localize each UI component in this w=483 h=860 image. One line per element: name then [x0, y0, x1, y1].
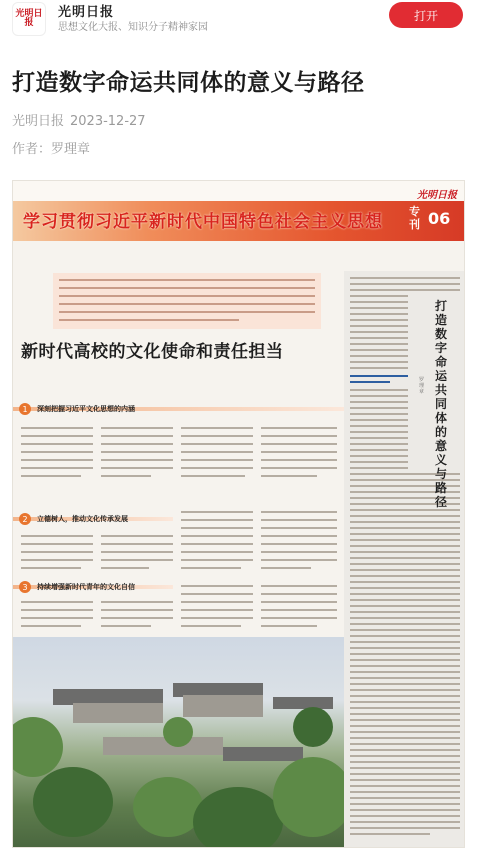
text-line [181, 601, 253, 603]
text-line [181, 451, 253, 453]
text-line [101, 601, 173, 603]
campus-photo [13, 637, 344, 848]
text-line [350, 521, 460, 523]
roof [73, 703, 163, 723]
text-line [261, 467, 337, 469]
text-line [21, 443, 93, 445]
text-line [350, 635, 460, 637]
text-line [21, 427, 93, 429]
text-line [181, 443, 253, 445]
text-line [181, 609, 253, 611]
text-line [261, 543, 337, 545]
text-line [350, 325, 408, 327]
text-line [350, 659, 460, 661]
text-line [350, 407, 408, 409]
masthead-logo: 光明日报 [417, 190, 457, 201]
text-line [350, 581, 460, 583]
text-line [350, 683, 460, 685]
text-line [350, 713, 460, 715]
text-line [350, 827, 460, 829]
main-headline: 新时代高校的文化使命和责任担当 [21, 342, 284, 362]
text-line [261, 511, 337, 513]
text-line [350, 307, 408, 309]
text-line [21, 567, 81, 569]
text-line [350, 641, 460, 643]
text-line [59, 319, 239, 321]
article-author [12, 138, 90, 157]
text-line [21, 467, 93, 469]
text-line [350, 707, 460, 709]
text-line [350, 833, 430, 835]
text-line [21, 617, 93, 619]
text-line [350, 361, 408, 363]
text-line [101, 535, 173, 537]
text-line [350, 289, 460, 291]
text-line [21, 609, 93, 611]
tree [273, 757, 344, 837]
text-line [181, 527, 253, 529]
text-line [261, 585, 337, 587]
text-line [21, 535, 93, 537]
text-line [261, 601, 337, 603]
text-line [181, 459, 253, 461]
text-line [350, 319, 408, 321]
text-line [350, 431, 408, 433]
text-line [350, 533, 460, 535]
app-download-banner [0, 0, 483, 36]
text-line [350, 355, 408, 357]
article-meta [12, 110, 146, 129]
section-title: 持续增强新时代青年的文化自信 [37, 582, 135, 591]
text-line [261, 427, 337, 429]
text-line [350, 419, 408, 421]
text-line [350, 395, 408, 397]
text-line [21, 451, 93, 453]
text-line [350, 689, 460, 691]
text-line [261, 475, 317, 477]
article-title: 打造数字命运共同体的意义与路径 [12, 70, 365, 96]
text-line [350, 767, 460, 769]
text-line [181, 567, 241, 569]
text-line [181, 559, 253, 561]
text-line [261, 535, 337, 537]
text-line [350, 719, 460, 721]
text-line [261, 567, 311, 569]
newspaper-page-image[interactable] [12, 180, 465, 848]
right-column-title: 打造数字命运共同体的意义与路径 [435, 299, 448, 509]
text-line [21, 435, 93, 437]
text-line [350, 563, 460, 565]
article-date: 2023-12-27 [70, 114, 146, 129]
text-line [181, 535, 253, 537]
text-line [350, 545, 460, 547]
text-line [101, 475, 151, 477]
text-line [181, 551, 253, 553]
text-line [21, 559, 93, 561]
text-line [350, 617, 460, 619]
text-line [350, 313, 408, 315]
text-line [21, 459, 93, 461]
text-line [181, 593, 253, 595]
text-line [350, 295, 408, 297]
text-line [350, 425, 408, 427]
page-number: 06 [428, 209, 451, 228]
text-line [350, 797, 460, 799]
text-line [350, 677, 460, 679]
text-line [350, 575, 460, 577]
text-line [350, 743, 460, 745]
text-line [350, 455, 408, 457]
text-line [261, 527, 337, 529]
text-line [350, 599, 460, 601]
text-line [350, 629, 460, 631]
subheading-line [350, 375, 408, 377]
tree [13, 717, 63, 777]
text-line [261, 435, 337, 437]
text-line [350, 695, 460, 697]
tree [33, 767, 113, 837]
text-line [350, 515, 460, 517]
text-line [350, 539, 460, 541]
section-heading [13, 402, 135, 416]
text-line [350, 623, 460, 625]
text-line [261, 593, 337, 595]
text-line [181, 519, 253, 521]
text-line [350, 809, 460, 811]
text-line [350, 443, 408, 445]
text-line [21, 625, 81, 627]
text-line [350, 277, 460, 279]
app-name: 光明日报 [58, 5, 115, 20]
text-line [261, 617, 337, 619]
text-line [350, 773, 460, 775]
tree [193, 787, 283, 848]
author-label: 作者： [12, 142, 52, 157]
text-line [350, 337, 408, 339]
text-line [59, 287, 315, 289]
roof [103, 737, 223, 755]
text-line [350, 331, 408, 333]
text-line [350, 467, 408, 469]
text-line [101, 617, 173, 619]
text-line [350, 803, 460, 805]
text-line [59, 303, 315, 305]
intro-box [53, 273, 321, 329]
roof [223, 747, 303, 761]
text-line [181, 475, 245, 477]
text-line [350, 551, 460, 553]
text-line [101, 625, 151, 627]
tree [293, 707, 333, 747]
text-line [350, 605, 460, 607]
tree [163, 717, 193, 747]
text-line [350, 611, 460, 613]
text-line [101, 559, 173, 561]
text-line [350, 343, 408, 345]
section-number: 2 [19, 513, 31, 525]
text-line [350, 671, 460, 673]
text-line [350, 593, 460, 595]
app-logo-text: 光明日报 [15, 9, 43, 28]
text-line [350, 749, 460, 751]
subheading-line [350, 381, 390, 383]
text-line [350, 815, 460, 817]
text-line [261, 443, 337, 445]
open-app-button[interactable]: 打开 [389, 2, 463, 28]
text-line [101, 443, 173, 445]
text-line [101, 427, 173, 429]
banner-zhuan: 专刊 [409, 205, 420, 231]
text-line [350, 665, 460, 667]
text-line [350, 413, 408, 415]
text-line [350, 509, 460, 511]
text-line [261, 459, 337, 461]
text-line [350, 367, 408, 369]
text-line [350, 301, 408, 303]
roof [273, 697, 333, 709]
tree [133, 777, 203, 837]
text-line [261, 625, 317, 627]
text-line [350, 283, 460, 285]
text-line [21, 543, 93, 545]
text-line [181, 617, 253, 619]
banner-slogan: 学习贯彻习近平新时代中国特色社会主义思想 [23, 212, 383, 232]
text-line [350, 389, 408, 391]
text-line [21, 601, 93, 603]
text-line [350, 725, 460, 727]
text-line [350, 785, 460, 787]
section-number: 3 [19, 581, 31, 593]
text-line [261, 451, 337, 453]
section-heading [13, 512, 128, 526]
roof [183, 695, 263, 717]
text-line [59, 311, 315, 313]
text-line [350, 449, 408, 451]
text-line [350, 755, 460, 757]
section-title: 深刻把握习近平文化思想的内涵 [37, 404, 135, 413]
text-line [261, 609, 337, 611]
text-line [350, 401, 408, 403]
text-line [350, 821, 460, 823]
text-line [350, 557, 460, 559]
text-line [181, 585, 253, 587]
text-line [350, 349, 408, 351]
text-line [181, 427, 253, 429]
text-line [350, 653, 460, 655]
text-line [101, 467, 173, 469]
article-source[interactable]: 光明日报 [12, 114, 65, 129]
text-line [350, 437, 408, 439]
text-line [350, 701, 460, 703]
text-line [101, 543, 173, 545]
text-line [181, 467, 253, 469]
text-line [350, 761, 460, 763]
app-logo[interactable] [12, 2, 46, 36]
text-line [101, 567, 149, 569]
text-line [101, 435, 173, 437]
text-line [181, 625, 241, 627]
text-line [350, 587, 460, 589]
section-heading [13, 580, 135, 594]
text-line [350, 647, 460, 649]
text-line [350, 779, 460, 781]
text-line [350, 527, 460, 529]
author-name: 罗理章 [51, 142, 91, 157]
right-column-author: 罗理章 [419, 377, 425, 395]
text-line [101, 451, 173, 453]
text-line [350, 569, 460, 571]
text-line [261, 551, 337, 553]
text-line [261, 559, 337, 561]
text-line [350, 731, 460, 733]
text-line [101, 609, 173, 611]
text-line [21, 475, 81, 477]
section-title: 立德树人，推动文化传承发展 [37, 514, 128, 523]
section-number: 1 [19, 403, 31, 415]
text-line [350, 737, 460, 739]
text-line [181, 511, 253, 513]
text-line [59, 295, 315, 297]
text-line [181, 435, 253, 437]
text-line [101, 551, 173, 553]
newspaper-masthead [13, 181, 465, 241]
text-line [261, 519, 337, 521]
text-line [59, 279, 315, 281]
text-line [350, 791, 460, 793]
text-line [101, 459, 173, 461]
text-line [181, 543, 253, 545]
app-slogan: 思想文化大报、知识分子精神家园 [58, 22, 208, 33]
text-line [350, 461, 408, 463]
text-line [21, 551, 93, 553]
